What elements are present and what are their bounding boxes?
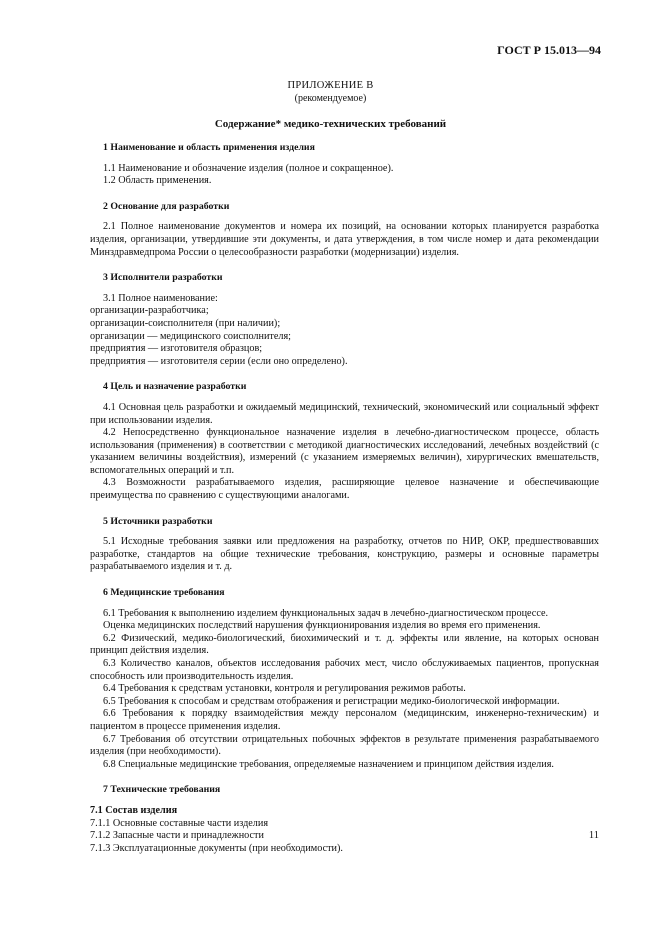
paragraph-6-5: 6.5 Требования к способам и средствам отображения и регистрации медико-биологической информации. bbox=[103, 695, 560, 707]
paragraph-4-2: 4.2 Непосредственно функциональное назначение изделия в лечебно-диагностическом процессе, область использования (применения) в соответствии с методикой диагностических исследований, лечебных воздействий (с указанием величины воздействия), измерений (с указанием измеряемых величин), хирургических вмешательств, вспомогательных операций и т.п. bbox=[90, 427, 599, 476]
section-heading-3: 3 Исполнители разработки bbox=[103, 272, 223, 284]
list-item: 7.1.2 Запасные части и принадлежности bbox=[90, 830, 264, 842]
paragraph-5-1: 5.1 Исходные требования заявки или предложения на разработку, отчетов по НИР, ОКР, предшествовавших разработке, стандартов на общие технические требования, конструкцию, размеры и основные параметры разрабатываемого изделия и т. д. bbox=[90, 536, 599, 573]
section-heading-1: 1 Наименование и область применения изделия bbox=[103, 142, 315, 153]
paragraph-6-7: 6.7 Требования об отсутствии отрицательных побочных эффектов в результате применения разрабатываемого изделия (при необходимости). bbox=[90, 733, 599, 758]
document-body bbox=[90, 140, 599, 855]
section-heading-6: 6 Медицинские требования bbox=[103, 587, 225, 599]
paragraph-6-4: 6.4 Требования к средствам установки, контроля и регулирования режимов работы. bbox=[103, 683, 466, 695]
paragraph-1-1: 1.1 Наименование и обозначение изделия (полное и сокращенное). bbox=[103, 162, 394, 174]
list-item: организации-разработчика; bbox=[90, 305, 209, 317]
list-item: 7.1.3 Эксплуатационные документы (при необходимости). bbox=[90, 842, 343, 854]
section-heading-4: 4 Цель и назначение разработки bbox=[103, 381, 247, 393]
list-item: предприятия — изготовителя образцов; bbox=[90, 343, 263, 355]
paragraph-4-3: 4.3 Возможности разрабатываемого изделия, расширяющие целевое назначение и обеспечивающие преимущества по сравнению с существующими аналогами. bbox=[90, 477, 599, 502]
paragraph-6-1-continued: Оценка медицинских последствий нарушения функционирования изделия во время его применения. bbox=[103, 620, 541, 632]
paragraph-6-6: 6.6 Требования к порядку взаимодействия между персоналом (медицинским, инженерно-техническим) и пациентом в процессе применения изделия. bbox=[90, 708, 599, 732]
paragraph-4-1: 4.1 Основная цель разработки и ожидаемый медицинский, технический, экономический или социальный эффект при использовании изделия. bbox=[90, 401, 599, 426]
section-heading-7: 7 Технические требования bbox=[103, 784, 221, 796]
appendix-title: ПРИЛОЖЕНИЕ В bbox=[287, 80, 374, 91]
list-item: организации-соисполнителя (при наличии); bbox=[90, 317, 281, 329]
paragraph-6-8: 6.8 Специальные медицинские требования, определяемые назначением и принципом действия изделия. bbox=[103, 758, 554, 770]
paragraph-6-3: 6.3 Количество каналов, объектов исследования рабочих мест, число обслуживаемых пациентов, пропускная способность или производительность изделия. bbox=[90, 658, 599, 682]
list-item: 7.1.1 Основные составные части изделия bbox=[90, 817, 269, 829]
section-heading-2: 2 Основание для разработки bbox=[103, 200, 230, 212]
paragraph-1-2: 1.2 Область применения. bbox=[103, 175, 212, 187]
page-number: 11 bbox=[588, 830, 599, 841]
paragraph-3-1: 3.1 Полное наименование: bbox=[103, 292, 218, 304]
appendix-subtitle: (рекомендуемое) bbox=[294, 93, 367, 104]
subsection-heading-7-1: 7.1 Состав изделия bbox=[90, 804, 178, 816]
paragraph-6-2: 6.2 Физический, медико-биологический, биохимический и т. д. эффекты или явление, на которых основан принцип действия изделия. bbox=[90, 632, 599, 657]
list-item: организации — медицинского соисполнителя; bbox=[90, 330, 291, 342]
document-code: ГОСТ Р 15.013—94 bbox=[497, 43, 601, 57]
list-item: предприятия — изготовителя серии (если оно определено). bbox=[90, 355, 348, 367]
main-title: Содержание* медико-технических требований bbox=[214, 118, 447, 130]
paragraph-6-1: 6.1 Требования к выполнению изделием функциональных задач в лечебно-диагностическом процессе. bbox=[103, 607, 549, 619]
section-heading-5: 5 Источники разработки bbox=[103, 515, 213, 527]
paragraph-2-1: 2.1 Полное наименование документов и номера их позиций, на основании которых планируется разработка изделия, организации, утвердившие эти документы, и дата утверждения, в том числе номер и дата рекомендации Минздравмедпрома России о целесообразности разработки (модернизации) изделия. bbox=[90, 221, 599, 258]
